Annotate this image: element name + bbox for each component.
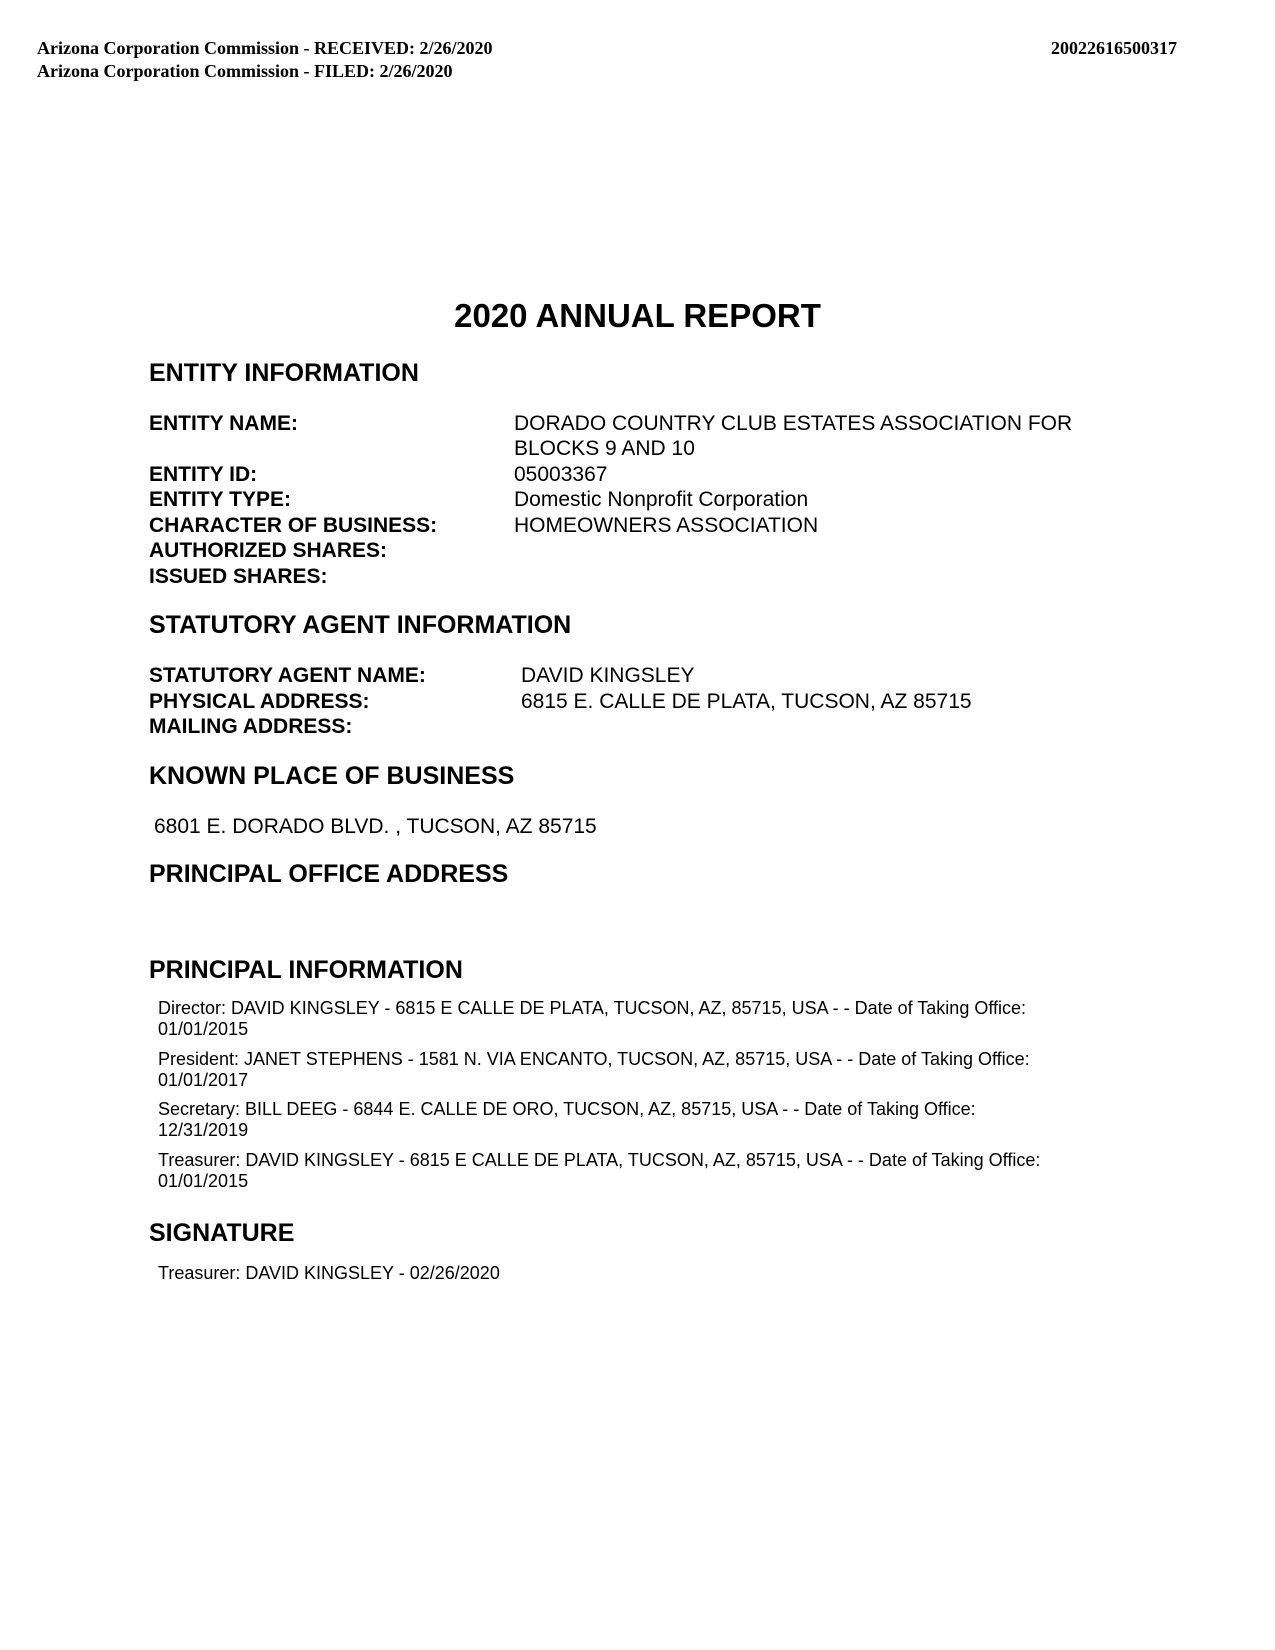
entity-id-value: 05003367 xyxy=(514,463,608,486)
entity-name-value: DORADO COUNTRY CLUB ESTATES ASSOCIATION FOR xyxy=(514,412,1073,435)
character-of-business-label: CHARACTER OF BUSINESS: xyxy=(149,514,438,537)
principal-treasurer-date: 01/01/2015 xyxy=(158,1171,249,1191)
mailing-address-label: MAILING ADDRESS: xyxy=(149,715,353,738)
principal-director: Director: DAVID KINGSLEY - 6815 E CALLE DE PLATA, TUCSON, AZ, 85715, USA - - Date of Taking Office: xyxy=(158,998,1027,1018)
entity-id-label: ENTITY ID: xyxy=(149,463,258,486)
document-number: 20022616500317 xyxy=(1051,38,1177,58)
agent-name-value: DAVID KINGSLEY xyxy=(521,664,695,687)
principal-secretary-date: 12/31/2019 xyxy=(158,1120,249,1140)
entity-name-label: ENTITY NAME: xyxy=(149,412,298,435)
business-address: 6801 E. DORADO BLVD. , TUCSON, AZ 85715 xyxy=(154,815,597,838)
principal-director-date: 01/01/2015 xyxy=(158,1019,249,1039)
entity-information-heading: ENTITY INFORMATION xyxy=(149,359,419,387)
physical-address-value: 6815 E. CALLE DE PLATA, TUCSON, AZ 85715 xyxy=(521,690,972,713)
entity-type-label: ENTITY TYPE: xyxy=(149,488,291,511)
filed-stamp: Arizona Corporation Commission - FILED: 2/26/2020 xyxy=(37,61,453,81)
known-place-of-business-heading: KNOWN PLACE OF BUSINESS xyxy=(149,762,515,790)
character-of-business-value: HOMEOWNERS ASSOCIATION xyxy=(514,514,819,537)
agent-name-label: STATUTORY AGENT NAME: xyxy=(149,664,426,687)
statutory-agent-heading: STATUTORY AGENT INFORMATION xyxy=(149,611,572,639)
principal-office-heading: PRINCIPAL OFFICE ADDRESS xyxy=(149,860,509,888)
issued-shares-label: ISSUED SHARES: xyxy=(149,565,328,588)
authorized-shares-label: AUTHORIZED SHARES: xyxy=(149,539,388,562)
signature-heading: SIGNATURE xyxy=(149,1219,295,1247)
received-stamp: Arizona Corporation Commission - RECEIVED: 2/26/2020 xyxy=(37,38,493,58)
physical-address-label: PHYSICAL ADDRESS: xyxy=(149,690,370,713)
report-title: 2020 ANNUAL REPORT xyxy=(454,297,821,334)
principal-information-heading: PRINCIPAL INFORMATION xyxy=(149,956,463,984)
signature-line: Treasurer: DAVID KINGSLEY - 02/26/2020 xyxy=(158,1263,500,1283)
principal-treasurer: Treasurer: DAVID KINGSLEY - 6815 E CALLE DE PLATA, TUCSON, AZ, 85715, USA - - Date of Taking Office: xyxy=(158,1150,1041,1170)
principal-secretary: Secretary: BILL DEEG - 6844 E. CALLE DE ORO, TUCSON, AZ, 85715, USA - - Date of Taking Office: xyxy=(158,1099,976,1119)
entity-type-value: Domestic Nonprofit Corporation xyxy=(514,488,809,511)
principal-president: President: JANET STEPHENS - 1581 N. VIA ENCANTO, TUCSON, AZ, 85715, USA - - Date of Taking Office: xyxy=(158,1049,1030,1069)
entity-name-value-continued: BLOCKS 9 AND 10 xyxy=(514,437,695,460)
principal-president-date: 01/01/2017 xyxy=(158,1070,249,1090)
